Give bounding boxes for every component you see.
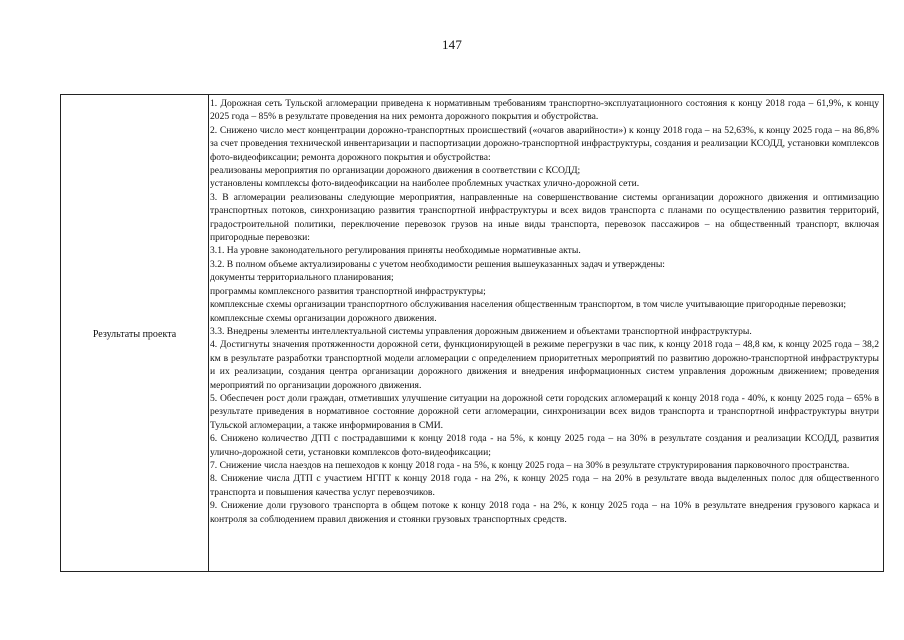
result-paragraph: 3.1. На уровне законодательного регулирования приняты необходимые нормативные акты. xyxy=(210,245,581,257)
row-label-cell xyxy=(61,95,209,571)
page-number: 147 xyxy=(441,37,463,52)
row-label: Результаты проекта xyxy=(92,328,177,340)
result-paragraph: 3.3. Внедрены элементы интеллектуальной системы управления дорожным движением и объектами транспортной инфраструктуры. xyxy=(210,325,752,337)
results-content-cell xyxy=(209,95,883,571)
result-paragraph: установлены комплексы фото-видеофиксации на наиболее проблемных участках улично-дорожной сети. xyxy=(210,178,640,190)
result-paragraph: 4. Достигнуты значения протяженности дорожной сети, функционирующей в режиме перегрузки в час пик, к концу 2018 года – 48,8 км, к концу 2025 года – 38,2 км в результате разработки транспортной модели агломерации с определением приоритетных мероприятий по развитию дорожно-транспортной инфраструктуры и их реализации, создания центра организации дорожного движения и внедрения информационных систем управления дорожным движением; проведения мероприятий по организации дорожного движения. xyxy=(210,339,879,391)
results-table xyxy=(60,94,884,572)
result-paragraph: 5. Обеспечен рост доли граждан, отметивших улучшение ситуации на дорожной сети городских агломераций к концу 2018 года - 40%, к концу 2025 года – 65% в результате приведения в нормативное состояние дорожной сети агломерации, синхронизации всех видов транспорта и транспортной инфраструктуры внутри Тульской агломерации, а также информирования в СМИ. xyxy=(210,392,879,431)
result-paragraph: 3. В агломерации реализованы следующие мероприятия, направленные на совершенствование системы организации дорожного движения и оптимизацию транспортных потоков, синхронизацию развития транспортной инфраструктуры и всех видов транспорта с планами по осуществлению развития территорий, градостроительной политики, переключение перевозок грузов на иные виды транспорта, перевозок пассажиров – на общественный транспорт, включая пригородные перевозки: xyxy=(210,191,879,244)
result-paragraph: документы территориального планирования; xyxy=(210,272,394,284)
result-paragraph: 3.2. В полном объеме актуализированы с учетом необходимости решения вышеуказанных задач и утверждены: xyxy=(210,258,665,270)
result-paragraph: комплексные схемы организации дорожного движения. xyxy=(210,312,437,324)
result-paragraph: 2. Снижено число мест концентрации дорожно-транспортных происшествий («очагов аварийности») к концу 2018 года – на 52,63%, к концу 2025 года – на 86,8% за счет проведения технической инвентаризации и паспортизации дорожно-транспортной инфраструктуры, создания и реализации КСОДД, установки комплексов фото-видеофиксации; ремонта дорожного покрытия и обустройства: xyxy=(210,124,879,163)
result-paragraph: реализованы мероприятия по организации дорожного движения в соответствии с КСОДД; xyxy=(210,165,581,177)
result-paragraph: 1. Дорожная сеть Тульской агломерации приведена к нормативным требованиям транспортно-эксплуатационного состояния к концу 2018 года – 61,9%, к концу 2025 года – 85% в результате проведения на них ремонта дорожного покрытия и обустройства. xyxy=(210,98,879,123)
result-paragraph: 9. Снижение доли грузового транспорта в общем потоке к концу 2018 года - на 2%, к концу 2025 года – на 10% в результате внедрения грузового каркаса и контроля за соблюдением правил движения и стоянки грузовых транспортных средств. xyxy=(210,500,879,525)
result-paragraph: программы комплексного развития транспортной инфраструктуры; xyxy=(210,285,486,297)
result-paragraph: 7. Снижение числа наездов на пешеходов к концу 2018 года - на 5%, к концу 2025 года – на 30% в результате структурирования парковочного пространства. xyxy=(210,459,850,471)
result-paragraph: 8. Снижение числа ДТП с участием НГПТ к концу 2018 года - на 2%, к концу 2025 года – на 20% в результате ввода выделенных полос для общественного транспорта и повышения качества услуг перевозчиков. xyxy=(210,473,879,498)
result-paragraph: комплексные схемы организации транспортного обслуживания населения общественным транспортом, в том числе учитывающие пригородные перевозки; xyxy=(210,299,847,311)
result-paragraph: 6. Снижено количество ДТП с пострадавшими к концу 2018 года - на 5%, к концу 2025 года – на 30% в результате создания и реализации КСОДД, развития улично-дорожной сети, установки комплексов фото-видеофиксации; xyxy=(210,433,879,458)
